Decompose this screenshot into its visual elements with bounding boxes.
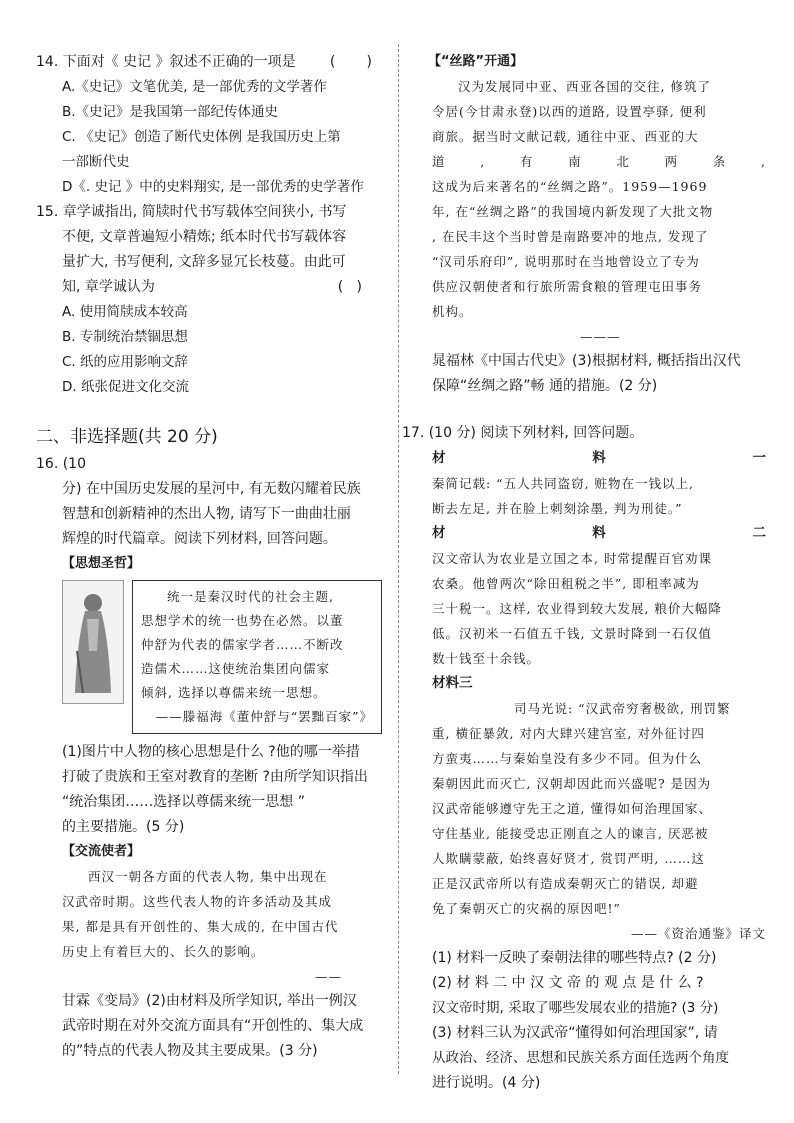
silk-mat-3: 商旅。据当时文献记载, 通往中亚、西亚的大 [432, 129, 699, 144]
spread-char: , [480, 154, 486, 169]
envoy-mat-3: 果, 都是具有开创性的、集大成的, 在中国古代 [62, 919, 339, 934]
m3-line-5: 汉武帝能够遵守先王之道, 懂得如何治理国家、 [432, 801, 712, 816]
spread-char: 北 [616, 154, 630, 169]
q14-option-d: D《. 史记 》中的史料翔实, 是一部优秀的史学著作 [62, 179, 364, 195]
m3-line-9: 免了秦朝灭亡的灾祸的原因吧!” [432, 901, 621, 916]
q15-option-d: D. 纸张促进文化交流 [62, 379, 189, 395]
box-source: ——滕福海《董仲舒与“罢黜百家”》 [155, 709, 373, 724]
q16-sub2-1: 甘霖《变局》(2)由材料及所学知识, 举出一例汉 [62, 993, 357, 1009]
q16-sub3-1: 晁福林《中国古代史》(3)根据材料, 概括指出汉代 [432, 353, 741, 369]
q17-sub-2b: 汉文帝时期, 采取了哪些发展农业的措施? (3 分) [432, 1000, 719, 1016]
material-1-title [414, 446, 766, 471]
tag-thinker: 【思想圣哲】 [62, 556, 141, 571]
q16-sub2-2: 武帝时期在对外交流方面具有“开创性的、集大成 [62, 1018, 364, 1034]
m2-char: 材 [432, 525, 446, 541]
q16-sub2-3: 的”特点的代表人物及其主要成果。(3 分) [62, 1043, 318, 1059]
portrait-figure-icon [63, 581, 123, 703]
q17-sub-2: (2) 材 料 二 中 汉 文 帝 的 观 点 是 什 么 ? [432, 975, 704, 991]
q15-option-b: B. 专制统治禁锢思想 [62, 329, 188, 345]
m3-line-2: 重, 横征暴敛, 对内大肆兴建宫室, 对外征讨四 [432, 726, 705, 741]
envoy-mat-2: 汉武帝时期。这些代表人物的许多活动及其成 [62, 894, 333, 909]
m2-line-5: 数十钱至十余钱。 [432, 651, 541, 666]
m3-source: ——《资治通鉴》译文 [630, 926, 766, 941]
spread-char: 条 [712, 154, 727, 169]
thinker-material [62, 580, 392, 734]
m2-char: 料 [592, 525, 606, 541]
envoy-dash: —— [315, 969, 342, 984]
silk-mat-spread [414, 149, 766, 174]
box-line-5: 倾斜, 选择以尊儒来统一思想。 [141, 685, 327, 700]
q16-lead-1: 分) 在中国历史发展的星河中, 有无数闪耀着民族 [62, 481, 361, 497]
m3-line-8: 正是汉武帝所以有造成秦朝灭亡的错误, 却避 [432, 876, 699, 891]
material-3-title: 材料三 [432, 675, 473, 691]
q15-option-c: C. 纸的应用影响文辞 [62, 354, 189, 370]
spread-char: , [761, 154, 766, 169]
q16-sub1-4: 的主要措施。(5 分) [62, 819, 185, 835]
q14-stem: 14. 下面对《 史记 》叙述不正确的一项是 [36, 54, 296, 70]
m3-line-7: 人欺瞒蒙蔽, 始终喜好贤才, 赏罚严明, ……这 [432, 851, 705, 866]
material-2-title [414, 521, 766, 546]
q14-option-c-cont: 一部断代史 [62, 154, 130, 170]
q15-stem-1: 15. 章学诚指出, 简牍时代书写载体空间狭小, 书写 [36, 204, 347, 220]
q16-sub1-1: (1)图片中人物的核心思想是什么 ?他的哪一举措 [62, 744, 360, 760]
m1-char: 料 [592, 450, 606, 466]
q16-sub3-2: 保障“丝绸之路”畅 通的措施。(2 分) [432, 378, 658, 394]
q17-sub-3b: 从政治、经济、思想和民族关系方面任选两个角度 [432, 1050, 729, 1066]
m3-line-3: 方蛮夷……与秦始皇没有多少不同。但为什么 [432, 751, 703, 766]
m2-line-1: 汉文帝认为农业是立国之本, 时常提醒百官劝课 [432, 551, 712, 566]
q16-lead: 16. (10 [36, 456, 86, 472]
right-column [402, 50, 766, 1096]
tag-envoy: 【交流使者】 [62, 844, 141, 859]
box-line-4: 造儒术……这使统治集团向儒家 [141, 661, 331, 676]
question-15 [36, 200, 392, 400]
silk-mat-6: , 在民丰这个当时曾是南路要冲的地点, 发现了 [432, 229, 709, 244]
q17-sub-3c: 进行说明。(4 分) [432, 1075, 541, 1091]
spread-char: 两 [664, 154, 679, 169]
box-line-3: 仲舒为代表的儒家学者……不断改 [141, 637, 344, 652]
silk-mat-5: 年, 在“丝绸之路”的我国境内新发现了大批文物 [432, 204, 714, 219]
box-line-2: 思想学术的统一也势在必然。以董 [141, 613, 344, 628]
silk-mat-4: 这成为后来著名的“丝绸之路”。1959—1969 [432, 179, 708, 194]
m1-line-2: 断去左足, 并在脸上刺刻涂墨, 判为刑徒。” [432, 501, 683, 516]
left-column [36, 50, 392, 1064]
q15-option-a: A. 使用简牍成本较高 [62, 304, 188, 320]
q14-option-b: B.《史记》是我国第一部纪传体通史 [62, 104, 279, 120]
q15-stem-2: 不便, 文章普遍短小精炼; 纸本时代书写载体容 [62, 229, 347, 245]
q17-sub-1: (1) 材料一反映了秦朝法律的哪些特点? (2 分) [432, 950, 717, 966]
spread-char: 南 [568, 154, 582, 169]
q14-answer-paren: ( ) [329, 54, 372, 70]
question-16 [36, 452, 392, 1064]
q15-stem-4: 知, 章学诚认为 [62, 279, 155, 295]
m2-line-4: 低。汉初米一石值五千钱, 文景时降到一石仅值 [432, 626, 712, 641]
confucius-portrait-icon [62, 580, 124, 704]
section-heading: 二、非选择题(共 20 分) [36, 427, 218, 447]
spread-char: 道 [432, 154, 446, 169]
m2-line-2: 农桑。他曾两次“除田租税之半”, 即租率减为 [432, 576, 700, 591]
m2-char: 二 [752, 525, 766, 541]
q16-lead-3: 辉煌的时代篇章。阅读下列材料, 回答问题。 [62, 531, 337, 547]
q15-answer-paren: ( ) [337, 279, 362, 295]
silk-dash: ——— [580, 329, 621, 344]
silk-mat-7: “汉司乐府印”, 说明那时在当地曾设立了专为 [432, 254, 700, 269]
silk-mat-9: 机构。 [432, 304, 473, 319]
m1-line-1: 秦简记载: “五人共同盗窃, 赃物在一钱以上, [432, 476, 694, 491]
q16-sub1-2: 打破了贵族和王室对教育的垄断 ?由所学知识指出 [62, 769, 368, 785]
q17-lead: 17. (10 分) 阅读下列材料, 回答问题。 [402, 425, 644, 441]
column-divider [398, 44, 399, 1074]
m3-line-4: 秦朝因此而灭亡, 汉朝却因此而兴盛呢? 是因为 [432, 776, 712, 791]
q15-stem-3: 量扩大, 书写便利, 文辞多显冗长枝蔓。由此可 [62, 254, 346, 270]
thinker-quote-box [132, 580, 382, 734]
m3-line-1: 司马光说: “汉武帝穷奢极欲, 刑罚繁 [514, 701, 731, 716]
envoy-mat-4: 历史上有着巨大的、长久的影响。 [62, 944, 265, 959]
m2-line-3: 三十税一。这样, 农业得到较大发展, 粮价大幅降 [432, 601, 722, 616]
m1-char: 一 [752, 450, 766, 466]
spread-char: 有 [519, 154, 534, 169]
q16-lead-2: 智慧和创新精神的杰出人物, 请写下一曲曲壮丽 [62, 506, 351, 522]
q17-sub-3: (3) 材料三认为汉武帝“懂得如何治理国家”, 请 [432, 1025, 718, 1041]
q14-option-a: A.《史记》文笔优美, 是一部优秀的文学著作 [62, 79, 327, 95]
tag-silk-road: 【“丝路”开通】 [428, 54, 524, 69]
silk-mat-8: 供应汉朝使者和行旅所需食粮的管理屯田事务 [432, 279, 703, 294]
silk-mat-2: 令居(今甘肃永登)以西的道路, 设置亭驿, 便利 [432, 104, 707, 119]
silk-mat-1: 汉为发展同中亚、西亚各国的交往, 修筑了 [458, 79, 711, 94]
box-line-1: 统一是秦汉时代的社会主题, [167, 589, 334, 604]
q16-sub1-3: “统治集团……选择以尊儒来统一思想 ” [62, 794, 305, 810]
m3-line-6: 守住基业, 能接受忠正刚直之人的谏言, 厌恶被 [432, 826, 709, 841]
q14-option-c: C. 《史记》创造了断代史体例 是我国历史上第 [62, 129, 341, 145]
question-14 [36, 50, 392, 200]
m1-char: 材 [432, 450, 446, 466]
question-17 [402, 421, 766, 1096]
envoy-mat-1: 西汉一朝各方面的代表人物, 集中出现在 [88, 869, 328, 884]
